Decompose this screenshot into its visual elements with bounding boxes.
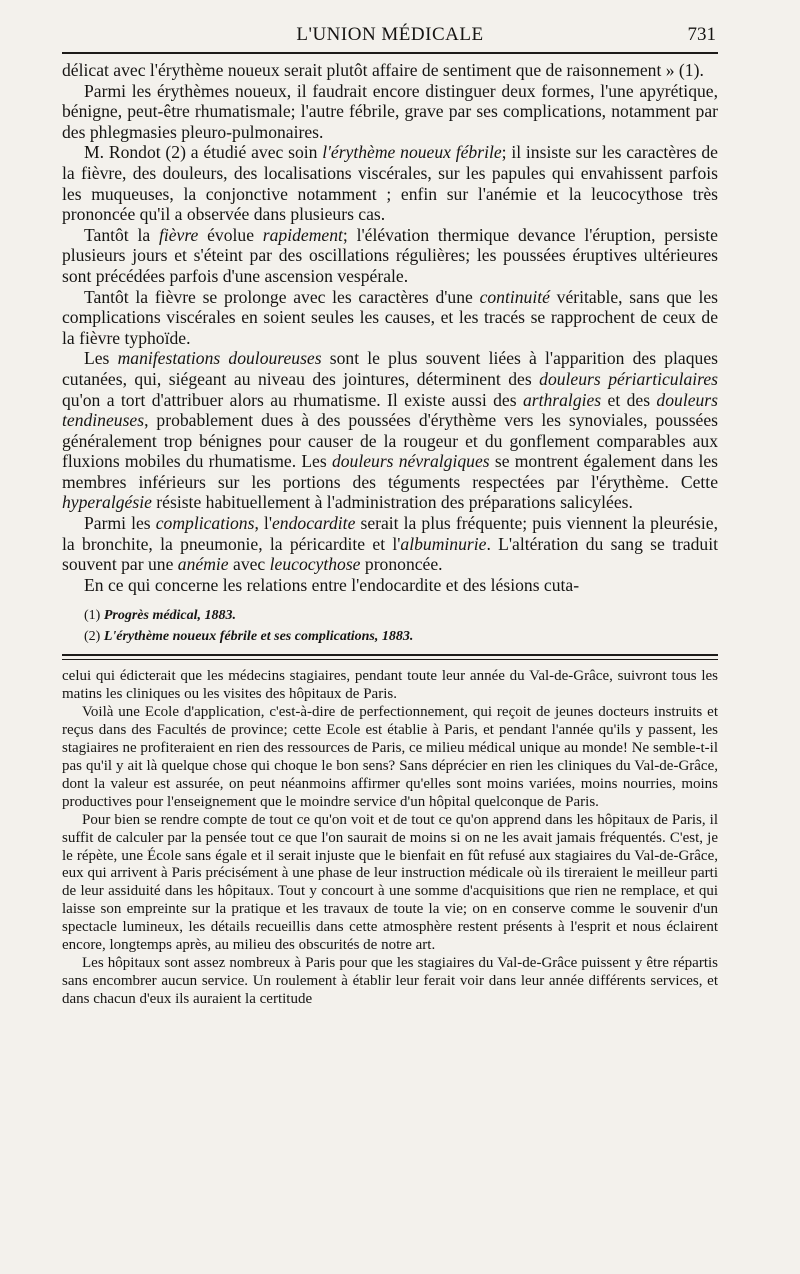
footnote <box>84 607 718 625</box>
footnotes <box>62 607 718 646</box>
text-run: ; il insiste sur les caractères de la fièvre, des douleurs, des localisations viscérales, sur les papules qui envahissent parfois les muqueuses, la conjonctive notamment ; enfin sur l'anémie et la leucocythose très prononcée qu'il a observée dans plusieurs cas. <box>62 142 718 225</box>
italic-term: arthralgies <box>522 389 602 410</box>
main-article-text <box>62 60 718 595</box>
feuilleton-paragraph: Les hôpitaux sont assez nombreux à Paris pour que les stagiaires du Val-de-Grâce puissent y être répartis sans encombrer aucun service. Un roulement à établir leur ferait voir dans leur année différents services, et dans chacun d'eux ils auraient la certitude <box>62 954 718 1007</box>
footnote-text: Progrès médical, 1883. <box>103 608 237 624</box>
italic-term: douleurs périarticulaires <box>539 368 718 389</box>
feuilleton-separator-rule <box>62 654 718 660</box>
italic-term: albuminurie <box>400 533 487 554</box>
italic-term: continuité <box>479 286 550 307</box>
text-run: véritable, sans que les complications viscérales en soient seules les causes, et les tracés se rapprochent de ceux de la fièvre typhoïde. <box>62 286 718 348</box>
footnote-number: (2) <box>84 629 101 645</box>
text-run: M. Rondot (2) a étudié avec soin <box>84 142 323 163</box>
article-paragraph <box>62 225 718 287</box>
article-paragraph <box>62 287 718 349</box>
text-run: qu'on a tort d'attribuer alors au rhumatisme. Il existe aussi des <box>62 389 523 410</box>
italic-term: hyperalgésie <box>62 492 152 513</box>
feuilleton-paragraph: Voilà une Ecole d'application, c'est-à-dire de perfectionnement, qui reçoit de jeunes docteurs instruits et reçus dans des Facultés de province; cette Ecole est établie à Paris, et pendant l'année qu'ils y passent, les stagiaires ne profiteraient en rien des ressources de Paris, ce milieu médical unique au monde! Ne semble-t-il pas qu'il y ait là quelque chose qui choque le bon sens? Sans déprécier en rien les cliniques du Val-de-Grâce, dont la valeur est assurée, on peut néanmoins affirmer qu'elles sont moins variées, moins nourries, moins productives pour l'enseignement que le moindre service d'un hôpital quelconque de Paris. <box>62 704 718 810</box>
header-rule <box>62 52 718 54</box>
text-run: ; l'élévation thermique devance l'éruption, persiste plusieurs jours et s'éteint par des oscillations régulières; les poussées éruptives ultérieures sont précédées parfois d'une ascension vespérale. <box>62 224 718 286</box>
italic-term: rapidement <box>262 224 343 245</box>
article-paragraph <box>62 513 718 575</box>
page-header <box>62 18 718 52</box>
feuilleton-paragraph: Pour bien se rendre compte de tout ce qu'on voit et de tout ce qu'on apprend dans les hôpitaux de Paris, il suffit de calculer par la pensée tout ce que l'on saurait de moins si on ne les avait jamais fréquentés. C'est, je le répète, une École sans égale et il serait injuste que le bienfait en fût refusé aux stagiaires du Val-de-Grâce, eux qui arrivent à Paris précisément à une phase de leur instruction médicale où ils tireraient le meilleur parti de leur assiduité dans les hôpitaux. Tout y concourt à une somme d'acquisitions que rien ne remplace, et qui laisse son empreinte sur la pratique et les travaux de toute la vie; on en conserve comme le souvenir d'un spectacle lumineux, les détails recueillis dans cette atmosphère restent présents à l'esprit et nous éclairent encore, longtemps après, au milieu des obscurités de notre art. <box>62 811 718 954</box>
feuilleton-text <box>62 668 718 1008</box>
text-run: se montrent également dans les membres inférieurs sur les portions des téguments respectées par l'érythème. Cette <box>62 451 718 492</box>
footnote-number: (1) <box>84 608 101 624</box>
italic-term: manifestations douloureuses <box>117 348 322 369</box>
italic-term: complications <box>155 513 255 534</box>
running-title: L'UNION MÉDICALE <box>296 24 484 45</box>
italic-term: l'érythème noueux fébrile <box>322 142 502 163</box>
italic-term: anémie <box>177 554 229 575</box>
journal-page <box>62 18 718 1009</box>
text-run: avec <box>228 554 270 575</box>
text-run: Parmi les <box>84 513 156 534</box>
text-run: Tantôt la fièvre se prolonge avec les caractères d'une <box>84 286 480 307</box>
text-run: . L'altération du sang se traduit souvent par une <box>62 533 718 575</box>
text-run: résiste habituellement à l'administration des préparations salicylées. <box>151 492 633 513</box>
article-paragraph <box>62 575 718 596</box>
article-paragraph <box>62 81 718 143</box>
text-run: sont le plus souvent liées à l'apparition des plaques cutanées, qui, siégeant au niveau des jointures, déterminent des <box>62 348 718 389</box>
italic-term: fièvre <box>158 224 199 245</box>
text-run: Les <box>84 348 118 369</box>
text-run: Tantôt la <box>84 224 159 245</box>
text-run: serait la plus fréquente; puis viennent la pleurésie, la bronchite, la pneumonie, la péricardite et l' <box>62 513 718 554</box>
text-run: prononcée. <box>360 554 443 575</box>
article-paragraph <box>62 348 718 513</box>
text-run: évolue <box>198 224 263 245</box>
text-run: En ce qui concerne les relations entre l'endocardite et des lésions cuta- <box>84 574 580 595</box>
text-run: et des <box>601 389 657 410</box>
italic-term: douleurs névralgiques <box>331 451 490 472</box>
article-paragraph <box>62 60 718 81</box>
italic-term: douleurs tendineuses <box>62 389 718 431</box>
text-run: , l' <box>254 513 272 534</box>
text-run: délicat avec l'érythème noueux serait plutôt affaire de sentiment que de raisonnement » (1). <box>62 60 704 80</box>
footnote <box>84 628 718 646</box>
italic-term: endocardite <box>272 513 356 534</box>
italic-term: leucocythose <box>269 554 361 575</box>
footnote-text: L'érythème noueux fébrile et ses complications, 1883. <box>103 629 414 645</box>
feuilleton-paragraph: celui qui édicterait que les médecins stagiaires, pendant toute leur année du Val-de-Grâce, suivront tous les matins les cliniques ou les visites des hôpitaux de Paris. <box>62 668 718 703</box>
article-paragraph <box>62 142 718 224</box>
text-run: Parmi les érythèmes noueux, il faudrait encore distinguer deux formes, l'une apyrétique, bénigne, peut-être rhumatismale; l'autre fébrile, grave par ses complications, notamment par des phlegmasies pleuro-pulmonaires. <box>62 80 718 142</box>
text-run: , probablement dues à des poussées d'érythème vers les synoviales, poussées généralement trop bénignes pour causer de la rougeur et du gonflement comparables aux fluxions mobiles du rhumatisme. Les <box>62 410 718 472</box>
page-number: 731 <box>687 24 716 45</box>
